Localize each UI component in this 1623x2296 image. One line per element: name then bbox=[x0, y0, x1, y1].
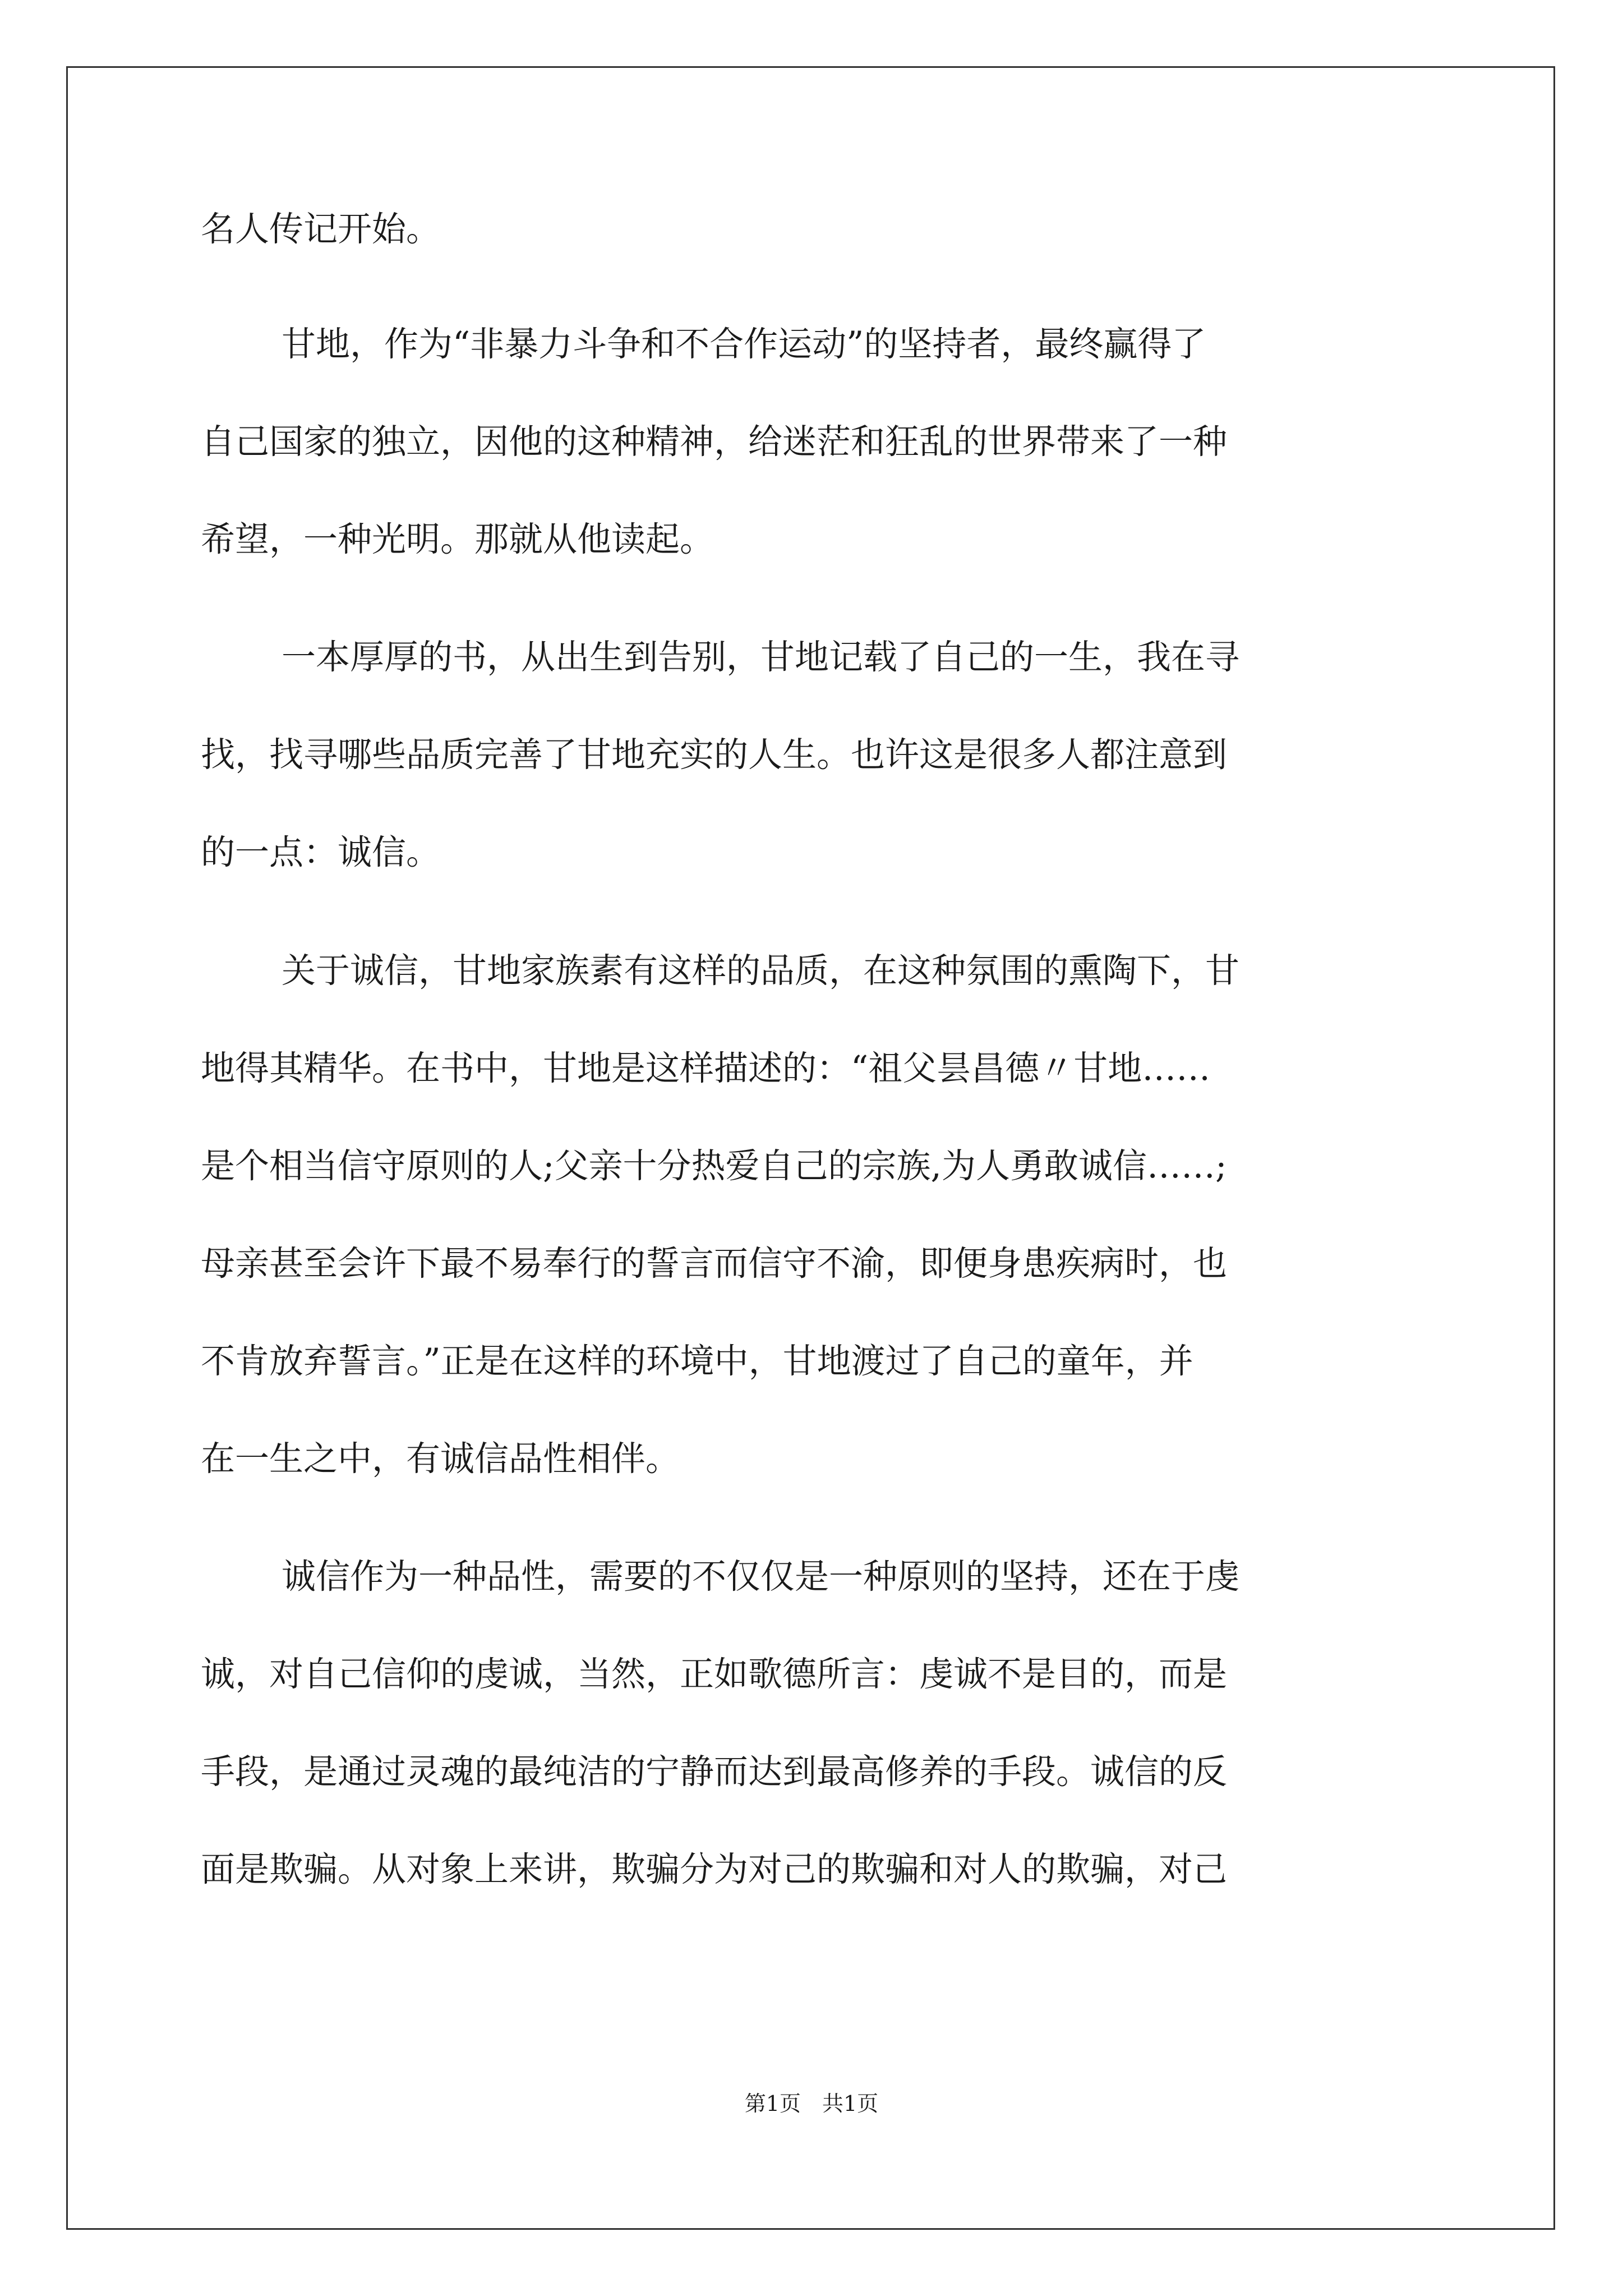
text-line: 手段，是通过灵魂的最纯洁的宁静而达到最高修养的手段。诚信的反 bbox=[201, 1752, 1228, 1792]
text-line: 自己国家的独立，因他的这种精神，给迷茫和狂乱的世界带来了一种 bbox=[201, 422, 1228, 462]
text-line: 关于诚信，甘地家族素有这样的品质，在这种氛围的熏陶下，甘 bbox=[282, 951, 1240, 991]
text-line: 面是欺骗。从对象上来讲，欺骗分为对己的欺骗和对人的欺骗，对己 bbox=[201, 1849, 1228, 1889]
text-line: 找，找寻哪些品质完善了甘地充实的人生。也许这是很多人都注意到 bbox=[201, 735, 1228, 775]
text-line: 诚，对自己信仰的虔诚，当然，正如歌德所言：虔诚不是目的，而是 bbox=[201, 1654, 1228, 1694]
text-line: 母亲甚至会许下最不易奉行的誓言而信守不渝，即便身患疾病时，也 bbox=[201, 1244, 1228, 1283]
text-line: 的一点：诚信。 bbox=[201, 832, 441, 872]
text-line: 名人传记开始。 bbox=[201, 209, 441, 249]
text-line: 不肯放弃誓言。”正是在这样的环境中，甘地渡过了自己的童年，并 bbox=[201, 1341, 1193, 1381]
text-line: 在一生之中，有诚信品性相伴。 bbox=[201, 1439, 680, 1479]
text-line: 诚信作为一种品性，需要的不仅仅是一种原则的坚持，还在于虔 bbox=[282, 1557, 1240, 1596]
text-line: 甘地，作为“非暴力斗争和不合作运动”的坚持者，最终赢得了 bbox=[282, 324, 1206, 364]
text-line: 地得其精华。在书中，甘地是这样描述的：“祖父昙昌德〃甘地…… bbox=[201, 1048, 1211, 1088]
text-line: 是个相当信守原则的人;父亲十分热爱自己的宗族,为人勇敢诚信……; bbox=[201, 1146, 1227, 1186]
text-line: 一本厚厚的书，从出生到告别，甘地记载了自己的一生，我在寻 bbox=[282, 637, 1240, 677]
page-number-footer: 第1页 共1页 bbox=[744, 2091, 879, 2116]
text-line: 希望，一种光明。那就从他读起。 bbox=[201, 519, 714, 559]
